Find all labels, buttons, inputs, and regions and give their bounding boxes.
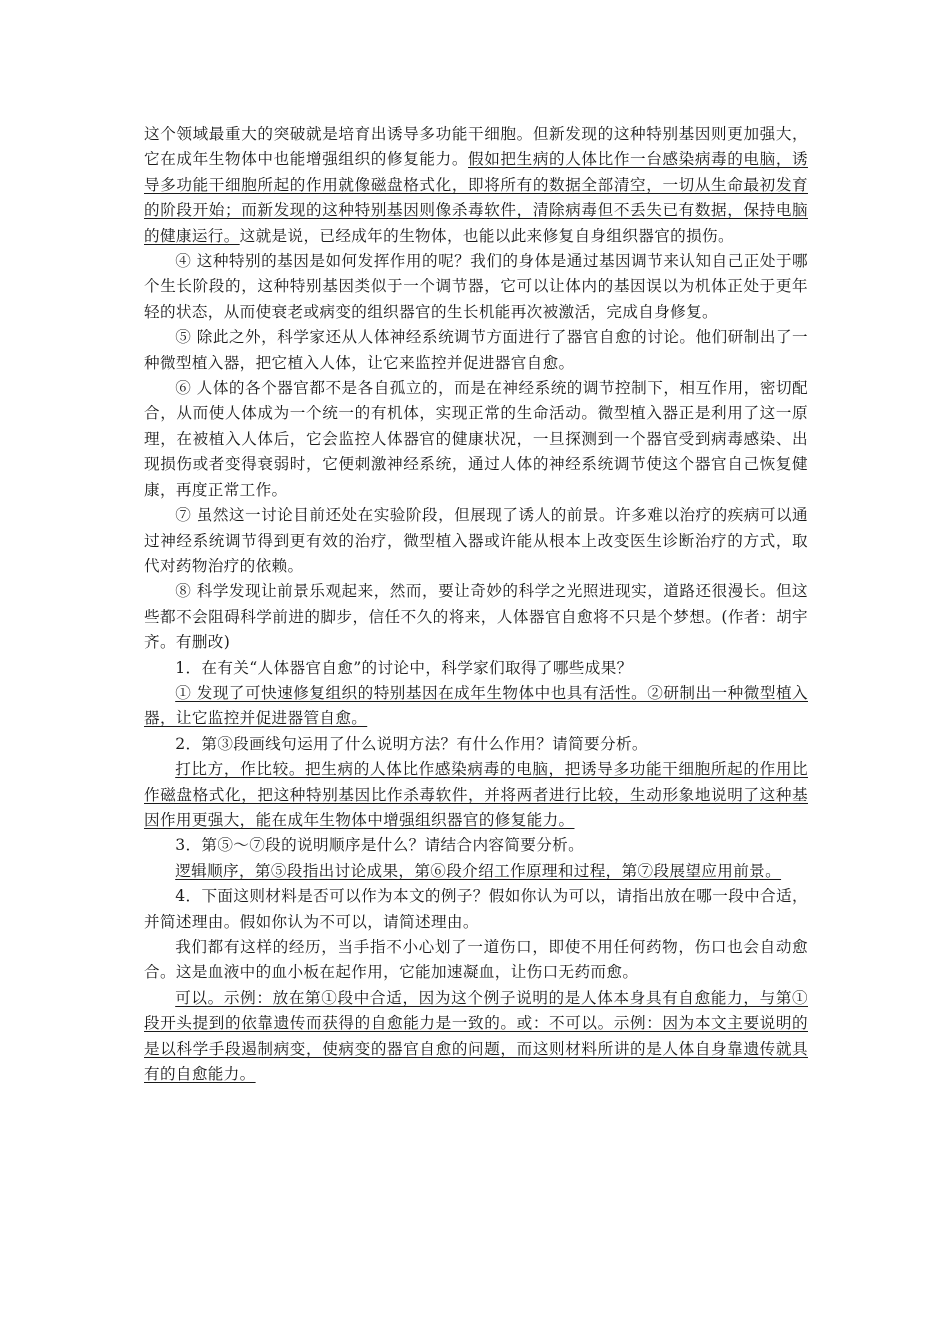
answer-text: ① 发现了可快速修复组织的特别基因在成年生物体中也具有活性。②研制出一种微型植入器，让它监控并促进器管自愈。 bbox=[144, 683, 808, 728]
paragraph-5: ⑤ 除此之外，科学家还从人体神经系统调节方面进行了器官自愈的讨论。他们研制出了一种微型植入器，把它植入人体，让它来监控并促进器官自愈。 bbox=[144, 328, 808, 372]
paragraph-3-continued bbox=[144, 122, 808, 249]
question-4: 4．下面这则材料是否可以作为本文的例子？假如你认为可以，请指出放在哪一段中合适，并简述理由。假如你认为不可以，请简述理由。 bbox=[144, 887, 808, 931]
answer-text: 打比方，作比较。把生病的人体比作感染病毒的电脑，把诱导多功能干细胞所起的作用比作磁盘格式化，把这种特别基因比作杀毒软件，并将两者进行比较，生动形象地说明了这种基因作用更强大，能在成年生物体中增强组织器官的修复能力。 bbox=[144, 760, 808, 829]
answer-text: 逻辑顺序，第⑤段指出讨论成果，第⑥段介绍工作原理和过程，第⑦段展望应用前景。 bbox=[175, 861, 782, 880]
answer-4 bbox=[144, 986, 808, 1088]
question-3: 3．第⑤～⑦段的说明顺序是什么？请结合内容简要分析。 bbox=[175, 836, 585, 855]
paragraph-4: ④ 这种特别的基因是如何发挥作用的呢？我们的身体是通过基因调节来认知自己正处于哪个生长阶段的，这种特别基因类似于一个调节器，它可以让体内的基因误以为机体正处于更年轻的状态，从而使衰老或病变的组织器官的生长机能再次被激活，完成自身修复。 bbox=[144, 252, 808, 321]
answer-2 bbox=[144, 757, 808, 833]
paragraph-text: 这个领域最重大的突破就是培育出诱导多功能干细胞。但新发现的这种特别基因则更加强大，它在成年生物体中也能增强组织的修复能力。 bbox=[144, 125, 808, 169]
paragraph-8: ⑧ 科学发现让前景乐观起来，然而，要让奇妙的科学之光照进现实，道路还很漫长。但这些都不会阻碍科学前进的脚步，信任不久的将来，人体器官自愈将不只是个梦想。(作者：胡宇齐。有删改) bbox=[144, 582, 808, 652]
question-4-material: 我们都有这样的经历，当手指不小心划了一道伤口，即使不用任何药物，伤口也会自动愈合。这是血液中的血小板在起作用，它能加速凝血，让伤口无药而愈。 bbox=[144, 938, 808, 982]
question-2: 2．第③段画线句运用了什么说明方法？有什么作用？请简要分析。 bbox=[175, 734, 648, 753]
underlined-sentence: 假如把生病的人体比作一台感染病毒的电脑，诱导多功能干细胞所起的作用就像磁盘格式化，即将所有的数据全部清空，一切从生命最初发育的阶段开始；而新发现的这种特别基因则像杀毒软件，清除病毒但不丢失已有数据，保持电脑的健康运行。 bbox=[144, 150, 808, 245]
answer-3 bbox=[144, 859, 808, 884]
paragraph-text: 这就是说，已经成年的生物体，也能以此来修复自身组织器官的损伤。 bbox=[239, 226, 734, 245]
answer-1 bbox=[144, 681, 808, 732]
question-1: 1．在有关“人体器官自愈”的讨论中，科学家们取得了哪些成果？ bbox=[175, 658, 633, 677]
paragraph-7: ⑦ 虽然这一讨论目前还处在实验阶段，但展现了诱人的前景。许多难以治疗的疾病可以通过神经系统调节得到更有效的治疗，微型植入器或许能从根本上改变医生诊断治疗的方式，取代对药物治疗的依赖。 bbox=[144, 506, 808, 575]
answer-text: 可以。示例：放在第①段中合适，因为这个例子说明的是人体本身具有自愈能力，与第①段开头提到的依靠遗传而获得的自愈能力是一致的。或：不可以。示例：因为本文主要说明的是以科学手段遏制病变，使病变的器官自愈的问题，而这则材料所讲的是人体自身靠遗传就具有的自愈能力。 bbox=[144, 988, 808, 1084]
paragraph-6: ⑥ 人体的各个器官都不是各自孤立的，而是在神经系统的调节控制下，相互作用，密切配合，从而使人体成为一个统一的有机体，实现正常的生命活动。微型植入器正是利用了这一原理，在被植入人体后，它会监控人体器官的健康状况，一旦探测到一个器官受到病毒感染、出现损伤或者变得衰弱时，它便刺激神经系统，通过人体的神经系统调节使这个器官自己恢复健康，再度正常工作。 bbox=[144, 379, 808, 499]
document-body bbox=[144, 122, 808, 1087]
